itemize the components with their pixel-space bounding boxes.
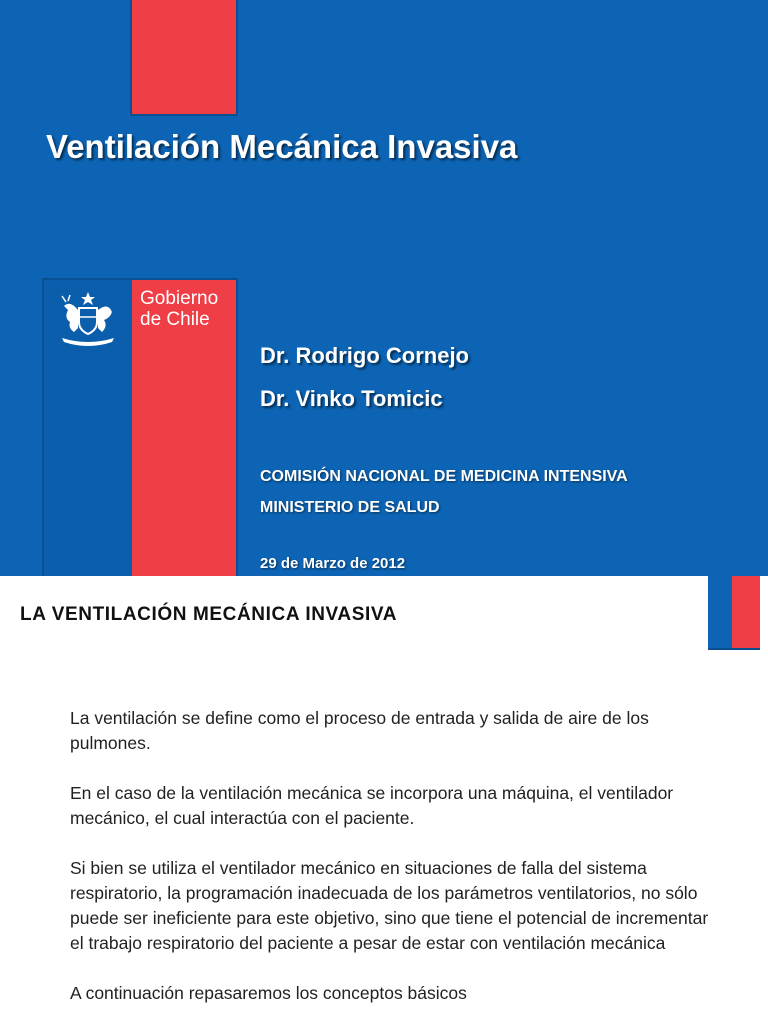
logo-blue-panel — [44, 280, 132, 576]
institution-line-2: MINISTERIO DE SALUD — [260, 499, 440, 516]
institution-line-1: COMISIÓN NACIONAL DE MEDICINA INTENSIVA — [260, 468, 628, 485]
gobierno-logo — [42, 278, 238, 576]
presentation-date: 29 de Marzo de 2012 — [260, 555, 406, 572]
logo-text — [140, 288, 236, 330]
corner-flag-line — [708, 648, 760, 650]
logo-line-2: de Chile — [140, 309, 210, 330]
author-1: Dr. Rodrigo Cornejo — [260, 343, 469, 368]
flag-red-tab — [130, 0, 238, 116]
logo-red-panel — [132, 280, 236, 576]
coat-of-arms-icon — [52, 288, 124, 348]
slide-body — [70, 706, 710, 1006]
slide-heading: LA VENTILACIÓN MECÁNICA INVASIVA — [20, 604, 398, 625]
content-slide — [0, 576, 768, 1024]
paragraph-2: En el caso de la ventilación mecánica se incorpora una máquina, el ventilador mecánico, el cual interactúa con el paciente. — [70, 783, 674, 828]
corner-flag-blue — [708, 576, 732, 648]
corner-flag-red — [732, 576, 760, 648]
slide-title: Ventilación Mecánica Invasiva — [46, 128, 518, 165]
paragraph-1: La ventilación se define como el proceso de entrada y salida de aire de los pulmones. — [70, 708, 649, 753]
paragraph-4: A continuación repasaremos los conceptos básicos — [70, 983, 467, 1003]
logo-line-1: Gobierno — [140, 288, 219, 309]
paragraph-3: Si bien se utiliza el ventilador mecánico en situaciones de falla del sistema respiratorio, la programación inadecuada de los parámetros ventilatorios, no sólo puede ser ineficiente para este objetivo, sino que tiene el potencial de incrementar el trabajo respiratorio del paciente a pesar de estar con ventilación mecánica — [70, 858, 709, 953]
author-2: Dr. Vinko Tomicic — [260, 386, 443, 411]
